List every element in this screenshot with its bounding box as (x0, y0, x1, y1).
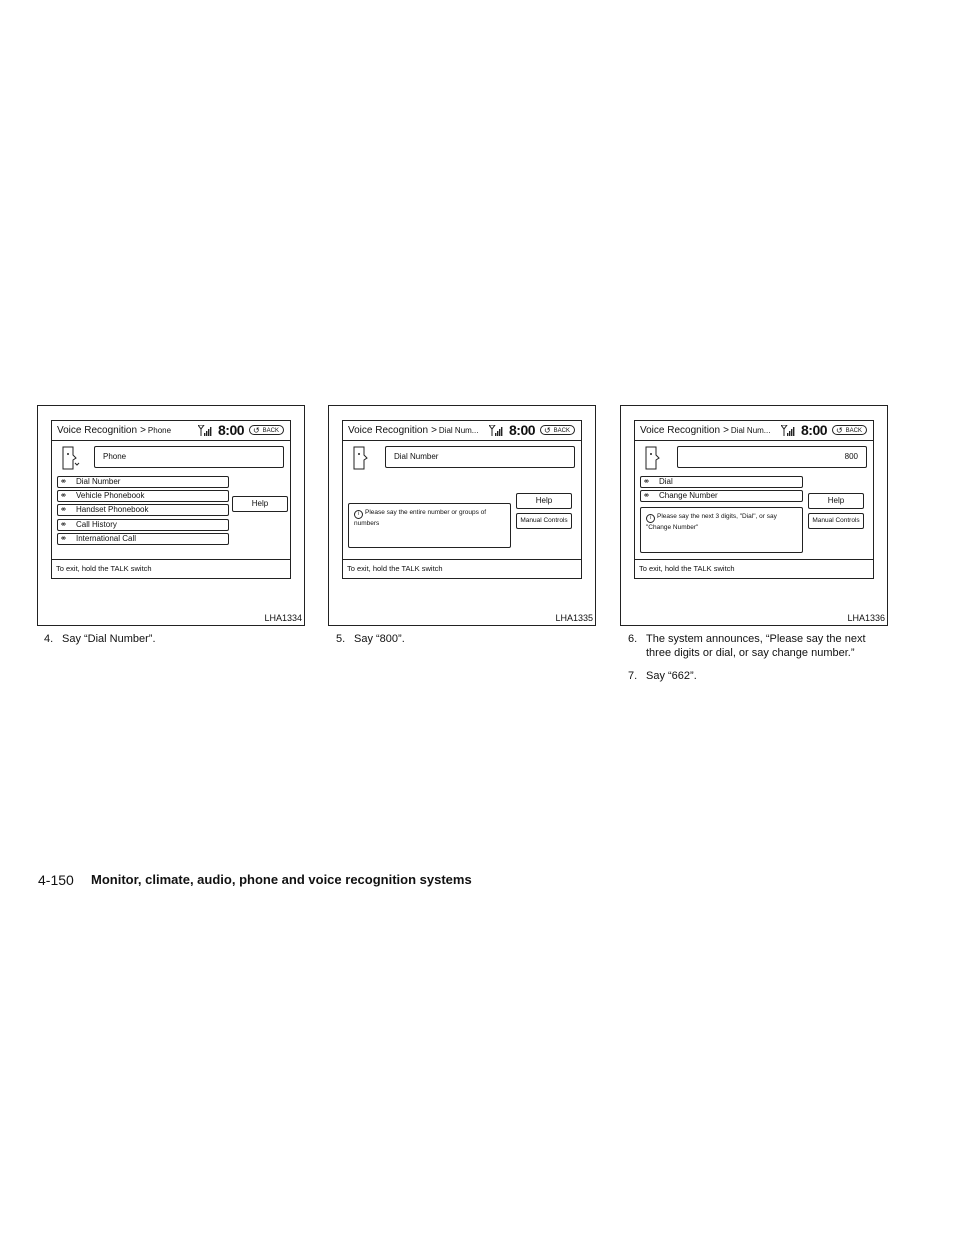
figure-panel-2 (328, 405, 596, 626)
menu-item-label: Handset Phonebook (76, 505, 149, 514)
screen-header (343, 421, 581, 441)
menu-item-handset-phonebook[interactable] (57, 504, 229, 516)
figure-id: LHA1336 (847, 613, 885, 623)
figure-id: LHA1334 (264, 613, 302, 623)
breadcrumb-arrow: > (723, 425, 729, 436)
screen-footer: To exit, hold the TALK switch (52, 559, 290, 578)
back-arrow-icon: ↺ (253, 426, 260, 435)
breadcrumb-arrow: > (431, 425, 437, 436)
menu-item-label: International Call (76, 534, 137, 543)
voice-command-icon: ‹‹› (61, 521, 65, 528)
help-button[interactable]: Help (516, 493, 572, 509)
clock: 8:00 (218, 422, 245, 438)
help-button[interactable]: Help (232, 496, 288, 512)
display-screen (51, 420, 291, 579)
page-number: 4-150 (38, 872, 74, 888)
menu-item-change-number[interactable] (640, 490, 803, 502)
figure-panel-1 (37, 405, 305, 626)
screen-footer: To exit, hold the TALK switch (635, 559, 873, 578)
step-number: 5. (336, 633, 346, 645)
menu-item-label: Dial (659, 477, 673, 486)
menu-item-dial-number[interactable] (57, 476, 229, 488)
menu-item-international-call[interactable] (57, 533, 229, 545)
manual-controls-button[interactable]: Manual Controls (808, 513, 864, 529)
figure-id: LHA1335 (555, 613, 593, 623)
prompt-text: Please say the entire number or groups of numbers (354, 509, 487, 527)
back-label: BACK (553, 428, 570, 434)
breadcrumb-sub: Dial Num... (730, 426, 771, 435)
signal-icon (198, 425, 212, 436)
breadcrumb-sub: Phone (147, 426, 172, 435)
help-button[interactable]: Help (808, 493, 864, 509)
screen-title: Voice Recognition (640, 425, 721, 436)
info-icon: i (354, 510, 363, 519)
signal-icon (781, 425, 795, 436)
menu-item-label: Vehicle Phonebook (76, 491, 145, 500)
voice-command-icon: ‹‹› (61, 506, 65, 513)
menu-item-vehicle-phonebook[interactable] (57, 490, 229, 502)
screen-footer: To exit, hold the TALK switch (343, 559, 581, 578)
menu-item-label: Dial Number (76, 477, 121, 486)
info-icon: i (646, 514, 655, 523)
recognized-field: 800 (677, 446, 867, 468)
voice-face-icon (61, 446, 81, 470)
menu-item-call-history[interactable] (57, 519, 229, 531)
step-text-line-1: The system announces, “Please say the next (646, 633, 866, 645)
back-button[interactable] (832, 425, 867, 435)
recognized-field: Phone (94, 446, 284, 468)
step-text: Say “Dial Number”. (62, 633, 156, 645)
voice-command-icon: ‹‹› (644, 492, 648, 499)
voice-face-icon (644, 446, 664, 470)
back-label: BACK (262, 428, 279, 434)
display-screen (342, 420, 582, 579)
signal-icon (489, 425, 503, 436)
section-title: Monitor, climate, audio, phone and voice recognition systems (91, 872, 472, 887)
step-number: 6. (628, 633, 638, 645)
screen-title: Voice Recognition (348, 425, 429, 436)
recognized-field: Dial Number (385, 446, 575, 468)
voice-command-icon: ‹‹› (644, 478, 648, 485)
manual-controls-button[interactable]: Manual Controls (516, 513, 572, 529)
back-button[interactable] (540, 425, 575, 435)
screen-title: Voice Recognition (57, 425, 138, 436)
prompt-message (640, 507, 803, 553)
menu-item-label: Call History (76, 520, 117, 529)
back-button[interactable] (249, 425, 284, 435)
back-arrow-icon: ↺ (544, 426, 551, 435)
back-arrow-icon: ↺ (836, 426, 843, 435)
screen-header (52, 421, 290, 441)
prompt-message (348, 503, 511, 548)
menu-item-label: Change Number (659, 491, 718, 500)
display-screen (634, 420, 874, 579)
breadcrumb-arrow: > (140, 425, 146, 436)
screen-header (635, 421, 873, 441)
step-text: Say “800”. (354, 633, 405, 645)
menu-item-dial[interactable] (640, 476, 803, 488)
prompt-text: Please say the next 3 digits, "Dial", or say "Change Number" (646, 513, 777, 531)
voice-command-icon: ‹‹› (61, 535, 65, 542)
clock: 8:00 (801, 422, 828, 438)
step-number: 7. (628, 670, 638, 682)
voice-command-icon: ‹‹› (61, 492, 65, 499)
clock: 8:00 (509, 422, 536, 438)
figure-panel-3 (620, 405, 888, 626)
voice-command-icon: ‹‹› (61, 478, 65, 485)
step-text: Say “662”. (646, 670, 697, 682)
step-number: 4. (44, 633, 54, 645)
voice-face-icon (352, 446, 372, 470)
breadcrumb-sub: Dial Num... (438, 426, 479, 435)
step-text-line-2: three digits or dial, or say change number.” (646, 647, 855, 659)
back-label: BACK (845, 428, 862, 434)
